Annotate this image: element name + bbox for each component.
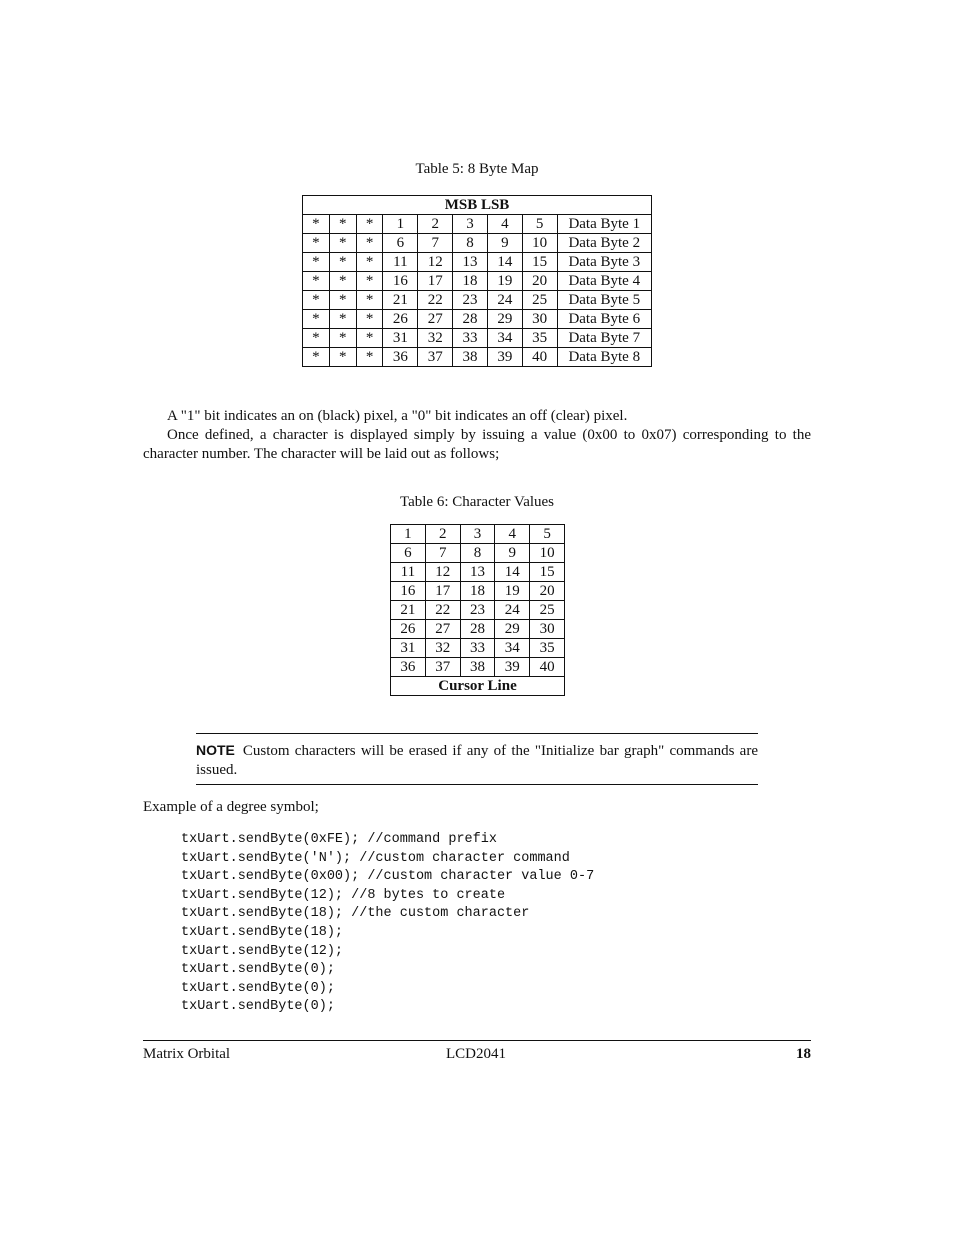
table-cell: 30: [530, 620, 565, 639]
paragraph-pixel-bits: A "1" bit indicates an on (black) pixel, a "0" bit indicates an off (clear) pixel.: [167, 408, 628, 424]
table-cell: *: [329, 310, 356, 329]
table-cell: 38: [460, 658, 495, 677]
table-row: [303, 291, 652, 310]
table-cell: 27: [425, 620, 460, 639]
table-cell: 30: [522, 310, 557, 329]
table5-body: [303, 215, 652, 367]
table-cell: 28: [453, 310, 488, 329]
table-cell: 38: [453, 348, 488, 367]
table-cell: 1: [383, 215, 418, 234]
table-cell: 14: [495, 563, 530, 582]
table-cell: 5: [530, 525, 565, 544]
table-cell: Data Byte 8: [557, 348, 651, 367]
table-cell: 19: [495, 582, 530, 601]
table-cell: 7: [425, 544, 460, 563]
table-cell: 11: [391, 563, 426, 582]
table-cell: *: [303, 348, 330, 367]
table-cell: 20: [522, 272, 557, 291]
table-cell: 25: [522, 291, 557, 310]
table-cell: 6: [391, 544, 426, 563]
table-cell: 27: [418, 310, 453, 329]
table-cell: *: [303, 215, 330, 234]
code-line: txUart.sendByte(0);: [181, 980, 335, 996]
table-cell: 39: [495, 658, 530, 677]
table-row: [391, 601, 565, 620]
table-cell: 22: [425, 601, 460, 620]
table-cell: 34: [487, 329, 522, 348]
table-cell: 26: [391, 620, 426, 639]
table-cell: 18: [460, 582, 495, 601]
table-cell: 23: [453, 291, 488, 310]
table-row: [391, 658, 565, 677]
table-cell: Data Byte 7: [557, 329, 651, 348]
table-cell: 7: [418, 234, 453, 253]
table-cell: 10: [522, 234, 557, 253]
table-row: [303, 253, 652, 272]
table-cell: 33: [460, 639, 495, 658]
table-row: [303, 234, 652, 253]
code-line: txUart.sendByte(12);: [181, 943, 344, 959]
byte-map-table: [302, 195, 652, 367]
table-cell: 35: [530, 639, 565, 658]
table-cell: *: [356, 253, 383, 272]
table-cell: *: [329, 348, 356, 367]
table-cell: 29: [487, 310, 522, 329]
table-cell: 24: [487, 291, 522, 310]
table-cell: 14: [487, 253, 522, 272]
table-cell: Data Byte 4: [557, 272, 651, 291]
table-cell: Data Byte 3: [557, 253, 651, 272]
table-cell: 31: [383, 329, 418, 348]
code-line: txUart.sendByte(0x00); //custom character value 0-7: [181, 869, 595, 885]
code-line: txUart.sendByte(18);: [181, 924, 344, 940]
table-cell: *: [356, 310, 383, 329]
table-cell: 21: [391, 601, 426, 620]
table-cell: 15: [522, 253, 557, 272]
example-intro: Example of a degree symbol;: [143, 799, 319, 815]
table-cell: 25: [530, 601, 565, 620]
table-cell: 28: [460, 620, 495, 639]
table-cell: Data Byte 2: [557, 234, 651, 253]
table-cell: *: [356, 291, 383, 310]
table-cell: Data Byte 5: [557, 291, 651, 310]
table-row: [303, 348, 652, 367]
footer-rule: [143, 1040, 811, 1041]
table-cell: Data Byte 6: [557, 310, 651, 329]
table-cell: 13: [460, 563, 495, 582]
table-cell: 36: [391, 658, 426, 677]
table-row: [303, 272, 652, 291]
note-label: NOTE: [196, 742, 235, 758]
table-cell: 26: [383, 310, 418, 329]
table-cell: *: [329, 291, 356, 310]
table6-body: [391, 525, 565, 677]
table-cell: 6: [383, 234, 418, 253]
table-cell: 17: [425, 582, 460, 601]
table-cell: 34: [495, 639, 530, 658]
table-row: [303, 329, 652, 348]
table-cell: *: [303, 234, 330, 253]
table-cell: 31: [391, 639, 426, 658]
table-cell: 10: [530, 544, 565, 563]
table-cell: 33: [453, 329, 488, 348]
table-row: [391, 639, 565, 658]
table-cell: 3: [460, 525, 495, 544]
table-cell: *: [303, 291, 330, 310]
table-cell: 37: [425, 658, 460, 677]
table-cell: 39: [487, 348, 522, 367]
footer-company: Matrix Orbital: [143, 1046, 231, 1062]
table-cell: 11: [383, 253, 418, 272]
table-row: [391, 620, 565, 639]
paragraph-character-display: Once defined, a character is displayed simply by issuing a value (0x00 to 0x07) corresponding to the character number. The character will be laid out as follows;: [143, 427, 811, 462]
table-cell: 40: [530, 658, 565, 677]
table-cell: *: [329, 329, 356, 348]
table-cell: 13: [453, 253, 488, 272]
table-cell: 37: [418, 348, 453, 367]
page-number: 18: [796, 1046, 811, 1062]
table-cell: 16: [391, 582, 426, 601]
table-cell: 18: [453, 272, 488, 291]
note-bottom-rule: [196, 784, 758, 785]
character-values-table: [390, 524, 565, 696]
table-cell: 36: [383, 348, 418, 367]
table6-caption: Table 6: Character Values: [399, 494, 555, 510]
table-cell: 32: [418, 329, 453, 348]
cursor-line-label: Cursor Line: [391, 677, 565, 696]
table-cell: *: [329, 272, 356, 291]
table-cell: *: [303, 329, 330, 348]
code-line: txUart.sendByte('N'); //custom character command: [181, 850, 570, 866]
table5-caption: Table 5: 8 Byte Map: [415, 161, 539, 177]
table-cell: 8: [453, 234, 488, 253]
table-row: [303, 215, 652, 234]
table-cell: 3: [453, 215, 488, 234]
table-row: [303, 310, 652, 329]
table-cell: *: [356, 272, 383, 291]
table-cell: *: [303, 310, 330, 329]
table-cell: 2: [418, 215, 453, 234]
table-cell: 8: [460, 544, 495, 563]
table-cell: *: [329, 234, 356, 253]
table-cell: 12: [418, 253, 453, 272]
table-cell: 9: [487, 234, 522, 253]
code-line: txUart.sendByte(0xFE); //command prefix: [181, 832, 497, 847]
table-cell: *: [329, 215, 356, 234]
code-line: txUart.sendByte(12); //8 bytes to create: [181, 887, 506, 903]
table-cell: 22: [418, 291, 453, 310]
table-cell: 12: [425, 563, 460, 582]
table-cell: *: [356, 348, 383, 367]
note-text: Custom characters will be erased if any of the "Initialize bar graph" commands are issued.: [196, 743, 758, 778]
table-cell: 15: [530, 563, 565, 582]
table-cell: 9: [495, 544, 530, 563]
table-cell: 21: [383, 291, 418, 310]
table-cell: 5: [522, 215, 557, 234]
table-cell: 2: [425, 525, 460, 544]
table-cell: *: [356, 234, 383, 253]
table-row: [391, 563, 565, 582]
table-cell: 4: [487, 215, 522, 234]
table-cell: 16: [383, 272, 418, 291]
code-line: txUart.sendByte(0);: [181, 999, 335, 1015]
table-cell: Data Byte 1: [557, 215, 651, 234]
table-cell: 20: [530, 582, 565, 601]
footer-product: LCD2041: [446, 1046, 506, 1062]
code-block: [181, 831, 594, 1017]
table-row: [391, 582, 565, 601]
table-cell: *: [356, 215, 383, 234]
table-row: [391, 544, 565, 563]
table-cell: 19: [487, 272, 522, 291]
code-line: txUart.sendByte(18); //the custom character: [181, 906, 530, 922]
table-cell: 35: [522, 329, 557, 348]
table-cell: 24: [495, 601, 530, 620]
code-line: txUart.sendByte(0);: [181, 962, 335, 978]
table-cell: *: [303, 272, 330, 291]
table-row: [391, 525, 565, 544]
table-cell: 29: [495, 620, 530, 639]
table-cell: *: [356, 329, 383, 348]
table-cell: *: [329, 253, 356, 272]
note-top-rule: [196, 733, 758, 734]
table5-header: MSB LSB: [303, 196, 652, 215]
table-cell: 1: [391, 525, 426, 544]
table-cell: 23: [460, 601, 495, 620]
table-cell: 17: [418, 272, 453, 291]
table-cell: 4: [495, 525, 530, 544]
table-cell: 40: [522, 348, 557, 367]
table-cell: *: [303, 253, 330, 272]
table-cell: 32: [425, 639, 460, 658]
note-box: [196, 741, 758, 780]
